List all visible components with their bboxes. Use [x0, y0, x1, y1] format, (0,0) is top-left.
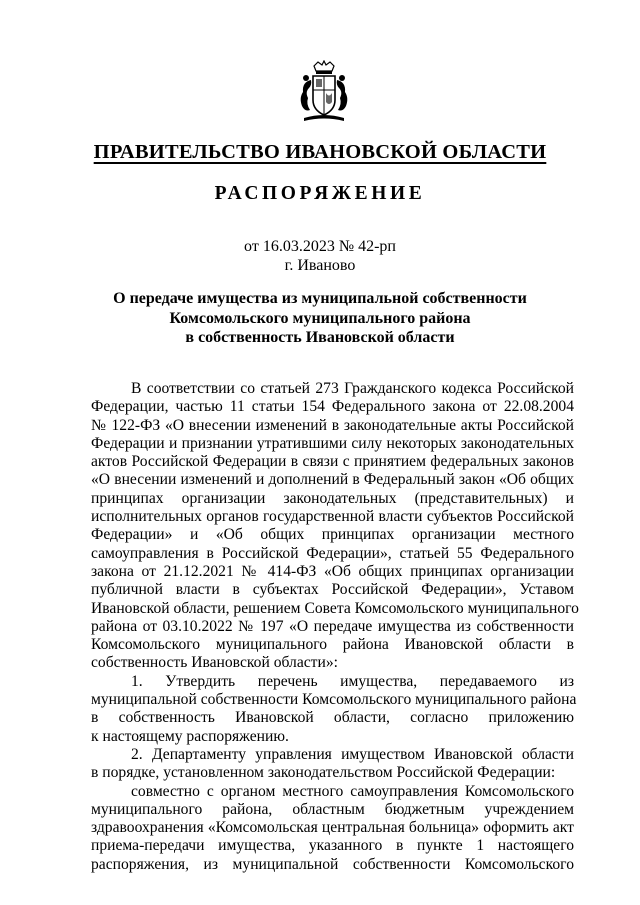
body-line: Федерации, частью 11 статьи 154 Федерального закона от 22.08.2004: [91, 398, 574, 416]
body-line: в порядке, установленном законодательством Российской Федерации:: [91, 764, 556, 782]
subject-line: О передаче имущества из муниципальной собственности: [113, 290, 527, 307]
body-line: принципах организации законодательных (представительных) и: [91, 489, 574, 507]
document-date-number: от 16.03.2023 № 42-рп: [244, 238, 396, 255]
document-meta: [0, 237, 640, 275]
body-line: исполнительных органов государственной власти субъектов Российской: [91, 508, 574, 526]
body-line: самоуправления в Российской Федерации», статьей 55 Федерального: [91, 544, 574, 562]
coat-of-arms-icon: [296, 60, 352, 126]
body-line: Федерации и признании утратившими силу некоторых законодательных: [91, 434, 574, 452]
government-title: ПРАВИТЕЛЬСТВО ИВАНОВСКОЙ ОБЛАСТИ: [93, 141, 547, 163]
document-city: г. Иваново: [284, 257, 356, 274]
body-line: района от 03.10.2022 № 197 «О передаче имущества из собственности: [91, 617, 574, 635]
body-line: актов Российской Федерации в связи с принятием федеральных законов: [91, 453, 574, 471]
body-line: здравоохранения «Комсомольская центральная больница» оформить акт: [91, 819, 574, 837]
body-line: совместно с органом местного самоуправления Комсомольского: [131, 782, 574, 800]
body-line: муниципального района, областным бюджетным учреждением: [91, 800, 574, 818]
body-line: Комсомольского муниципального района Ивановской области в: [91, 636, 574, 654]
body-line: Ивановской области, решением Совета Комсомольского муниципального: [91, 599, 579, 617]
document-body: [91, 380, 579, 874]
body-line: распоряжения, из муниципальной собственности Комсомольского: [91, 855, 574, 873]
subject-line: в собственность Ивановской области: [185, 329, 455, 346]
body-line: № 122-ФЗ «О внесении изменений в законодательные акты Российской: [91, 416, 574, 434]
subject-line: Комсомольского муниципального района: [169, 309, 471, 327]
document-subject: [0, 289, 640, 348]
body-line: в собственность Ивановской области, согласно приложению: [91, 709, 574, 727]
body-line: Федерации» и «Об общих принципах организации местного: [91, 526, 574, 544]
body-line: «О внесении изменений и дополнений в Федеральный закон «Об общих: [91, 471, 574, 489]
document-type: РАСПОРЯЖЕНИЕ: [214, 183, 426, 204]
body-line: закона от 21.12.2021 № 414-ФЗ «Об общих принципах организации: [91, 562, 574, 580]
body-line: 1. Утвердить перечень имущества, передаваемого из: [131, 672, 574, 690]
body-line: приема-передачи имущества, указанного в пункте 1 настоящего: [91, 837, 574, 855]
body-line: 2. Департаменту управления имуществом Ивановской области: [131, 745, 574, 763]
body-line: В соответствии со статьей 273 Гражданского кодекса Российской: [131, 380, 574, 397]
body-line: к настоящему распоряжению.: [91, 727, 289, 745]
body-line: публичной власти в субъектах Российской Федерации», Уставом: [91, 581, 574, 599]
body-line: собственность Ивановской области»:: [91, 654, 338, 672]
body-line: муниципальной собственности Комсомольского муниципального района: [91, 691, 577, 709]
